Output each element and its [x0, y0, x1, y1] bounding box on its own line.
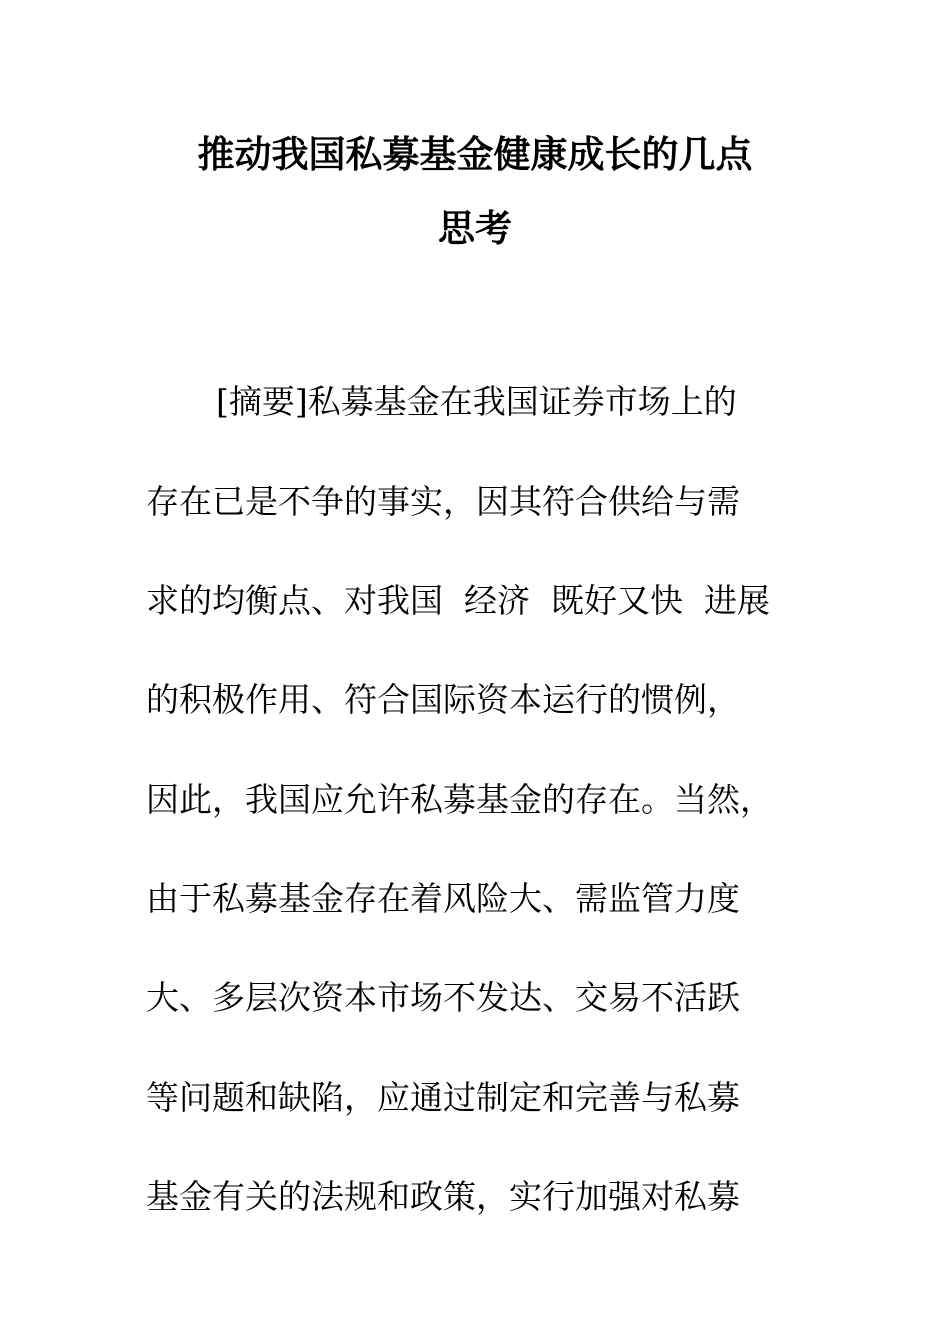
abstract-line-9: 基金有关的法规和政策，实行加强对私募	[146, 1177, 740, 1216]
abstract-line-6: 由于私募基金存在着风险大、需监管力度	[146, 879, 740, 918]
abstract-line-3: 求的均衡点、对我国 经济 既好又快 进展	[146, 581, 770, 620]
abstract-line-1: [摘要]私募基金在我国证券市场上的	[216, 382, 737, 421]
abstract-line-8: 等问题和缺陷，应通过制定和完善与私募	[146, 1078, 740, 1117]
abstract-line-7: 大、多层次资本市场不发达、交易不活跃	[146, 978, 740, 1017]
abstract-line-5: 因此，我国应允许私募基金的存在。当然，	[146, 780, 773, 819]
abstract-line-4: 的积极作用、符合国际资本运行的惯例，	[146, 680, 740, 719]
abstract-line-2: 存在已是不争的事实，因其符合供给与需	[146, 482, 740, 521]
document-title-line-2: 思考	[438, 207, 512, 250]
document-title-line-1: 推动我国私募基金健康成长的几点	[197, 133, 753, 176]
